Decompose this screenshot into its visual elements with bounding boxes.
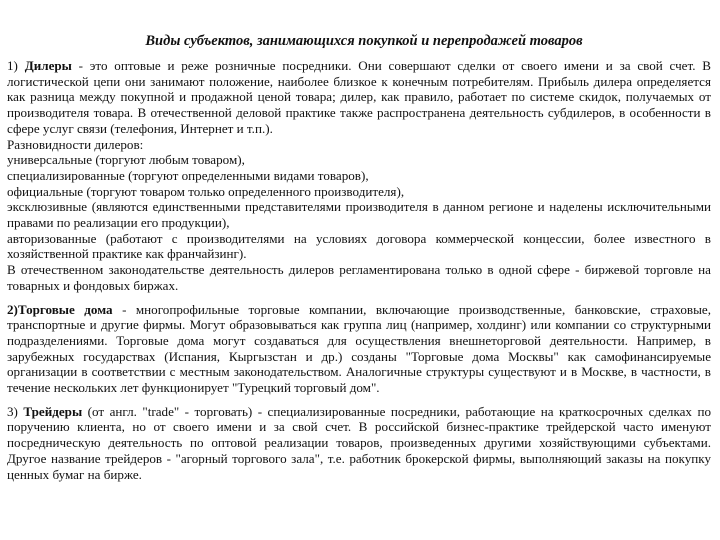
document-page [7,32,711,482]
dealers-definition [7,58,711,137]
traders-text: (от англ. "trade" - торговать) - специализированные посредники, работающие на краткосрочных сделках по поручению клиента, но от своего имени и за свой счет. В российской бизнес-практике трейдерской часто именуют посредническую деятельность по оптовой реализации товаров, произведенных другими хозяйствующими субъектами. Другое название трейдеров - "агорный торгового зала", т.е. работник брокерской фирмы, выполняющий заказы на покупку ценных бумаг на бирже. [7,403,711,482]
section-trading-houses [7,302,711,396]
dealer-kind-exclusive: эксклюзивные (являются единственными представителями производителя в данном регионе и наделены исключительными правами по реализации его продукции), [7,199,711,231]
dealer-kind-official: официальные (торгуют товаром только определенного производителя), [7,183,405,199]
dealers-kinds-heading: Разновидности дилеров: [7,136,144,152]
section-number: 2) [7,301,18,317]
section-dealers [7,58,711,294]
section-number: 3) [7,403,24,419]
section-number: 1) [7,58,25,73]
trading-houses-definition [7,302,711,396]
document-title: Виды субъектов, занимающихся покупкой и перепродажей товаров [145,33,583,49]
traders-definition [7,404,711,483]
term-trading-houses: Торговые дома [17,301,113,317]
dealer-kind-specialized: специализированные (торгуют определенными видами товаров), [7,167,369,183]
section-gap [7,294,711,302]
section-traders [7,404,711,483]
term-dealers: Дилеры [24,58,72,73]
dealers-regulation: В отечественном законодательстве деятельность дилеров регламентирована только в одной сфере - биржевой торговле на товарных и фондовых биржах. [7,262,711,293]
dealer-kind-authorized: авторизованные (работают с производителями на условиях договора коммерческой концессии, более известного в хозяйственной практике как франчайзинг). [7,230,711,262]
dealer-kind-universal: универсальные (торгуют любым товаром), [7,152,245,168]
term-traders: Трейдеры [23,403,83,419]
dealers-intro: - это оптовые и реже розничные посредники. Они совершают сделки от своего имени и за свой счет. В логистической цепи они занимают положение, наиболее близкое к конечным потребителям. Прибыль дилера определяется как разница между покупной и продажной ценой товара; дилер, как правило, работает по системе скидок, получаемых от производителя товара. В отечественной деловой практике также распространена деятельность субдилеров, в особенности в сфере услуг связи (телефония, Интернет и т.п.). [7,58,712,136]
trading-houses-text: - многопрофильные торговые компании, включающие производственные, банковские, страховые, транспортные и другие фирмы. Могут образовываться как группа лиц (например, холдинг) или компании со структурными подразделениями. Торговые дома могут создаваться для осуществления внешнеторговой деятельности. Например, в зарубежных государствах (Испания, Кыргызстан и др.) созданы "Торговые дома Москвы" как самофинансируемые организации в соответствии с местным законодательством. Аналогичные структуры существуют и в Москве, в частности, в течение нескольких лет функционирует "Турецкий торговый дом". [7,301,711,396]
section-gap [7,396,711,404]
